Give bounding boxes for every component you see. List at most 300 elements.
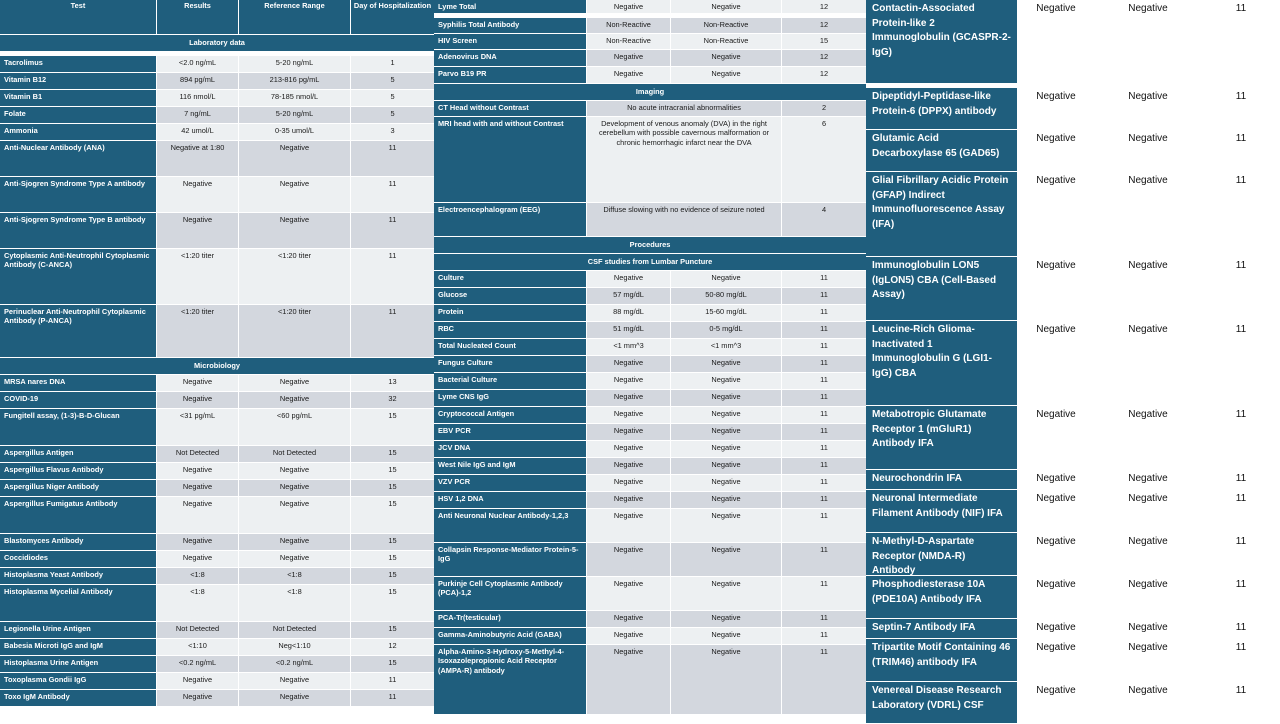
table-row <box>434 441 866 458</box>
test-name: Histoplasma Yeast Antibody <box>0 568 157 584</box>
day-value: 15 <box>351 409 434 445</box>
day-value: 15 <box>351 534 434 550</box>
table-row <box>434 271 866 288</box>
reference-range: 0-35 umol/L <box>239 124 351 140</box>
table-row <box>866 321 1280 406</box>
result-value: <1:10 <box>157 639 239 655</box>
header-day-of-hospitalization: Day of Hospitalization <box>351 0 434 34</box>
test-name: JCV DNA <box>434 441 587 457</box>
section-header: Microbiology <box>0 358 434 375</box>
reference-range: 15-60 mg/dL <box>671 305 782 321</box>
day-value: 11 <box>782 492 866 508</box>
table-row <box>434 645 866 715</box>
table-row <box>434 373 866 390</box>
result-value: 88 mg/dL <box>587 305 671 321</box>
reference-range: Negative <box>239 213 351 248</box>
day-value: 11 <box>1202 130 1280 171</box>
test-name: Anti Neuronal Nuclear Antibody-1,2,3 <box>434 509 587 542</box>
table-row <box>0 73 434 90</box>
table-row <box>434 509 866 543</box>
table-row <box>0 446 434 463</box>
reference-range: <1:8 <box>239 568 351 584</box>
result-value: Negative <box>1018 406 1095 469</box>
table-row <box>0 177 434 213</box>
test-name: EBV PCR <box>434 424 587 440</box>
result-value: 51 mg/dL <box>587 322 671 338</box>
table-row <box>434 475 866 492</box>
test-name: Bacterial Culture <box>434 373 587 389</box>
result-value: Not Detected <box>157 446 239 462</box>
day-value: 15 <box>351 568 434 584</box>
day-value: 11 <box>782 577 866 610</box>
day-value: 12 <box>782 67 866 83</box>
result-value: Negative <box>157 534 239 550</box>
day-value: 11 <box>1202 257 1280 320</box>
table-row <box>866 88 1280 130</box>
day-value: 11 <box>351 249 434 304</box>
reference-range: Negative <box>1095 88 1202 129</box>
test-name: RBC <box>434 322 587 338</box>
table-row <box>866 172 1280 257</box>
reference-range: <1:20 titer <box>239 249 351 304</box>
table-row <box>434 492 866 509</box>
section-header: Procedures <box>434 237 866 254</box>
reference-range: 5-20 ng/mL <box>239 56 351 72</box>
table-row <box>434 67 866 84</box>
section-header: Imaging <box>434 84 866 101</box>
reference-range: Negative <box>671 611 782 627</box>
day-value: 11 <box>782 509 866 542</box>
lab-table-column-1 <box>0 0 434 707</box>
table-row <box>434 356 866 373</box>
table-row <box>0 213 434 249</box>
reference-range: Negative <box>239 392 351 408</box>
table-row <box>866 639 1280 682</box>
result-value: Negative <box>587 492 671 508</box>
table-row <box>434 0 866 14</box>
reference-range: <1:20 titer <box>239 305 351 357</box>
day-value: 11 <box>782 339 866 355</box>
test-name: Venereal Disease Research Laboratory (VDRL) CSF <box>866 682 1018 723</box>
reference-range: Negative <box>239 673 351 689</box>
test-name: Protein <box>434 305 587 321</box>
result-value: Negative <box>587 458 671 474</box>
reference-range: Not Detected <box>239 622 351 638</box>
reference-range: Negative <box>671 407 782 423</box>
result-value: Negative <box>587 271 671 287</box>
test-name: Alpha-Amino-3-Hydroxy-5-Methyl-4-Isoxazolepropionic Acid Receptor (AMPA-R) antibody <box>434 645 587 714</box>
day-value: 15 <box>351 480 434 496</box>
day-value: 11 <box>782 628 866 644</box>
day-value: 11 <box>1202 172 1280 256</box>
table-row <box>0 551 434 568</box>
reference-range: Negative <box>671 543 782 576</box>
reference-range: Negative <box>1095 257 1202 320</box>
reference-range: 0-5 mg/dL <box>671 322 782 338</box>
test-name: Immunoglobulin LON5 (IgLON5) CBA (Cell-Based Assay) <box>866 257 1018 320</box>
result-value: <1:20 titer <box>157 305 239 357</box>
result-value: Development of venous anomaly (DVA) in the right cerebellum with possible cavernous malformation or chronic hemorrhagic infarct near the DVA <box>587 117 782 202</box>
table-row <box>866 619 1280 639</box>
day-value: 11 <box>782 373 866 389</box>
test-name: MRI head with and without Contrast <box>434 117 587 202</box>
reference-range: Negative <box>671 0 782 13</box>
table-row <box>866 490 1280 533</box>
result-value: Negative <box>1018 130 1095 171</box>
test-name: Electroencephalogram (EEG) <box>434 203 587 236</box>
day-value: 11 <box>782 611 866 627</box>
table-row <box>434 390 866 407</box>
reference-range: Negative <box>239 534 351 550</box>
test-name: Lyme CNS IgG <box>434 390 587 406</box>
result-value: Negative <box>157 213 239 248</box>
test-name: Cytoplasmic Anti-Neutrophil Cytoplasmic Antibody (C-ANCA) <box>0 249 157 304</box>
result-value: Negative <box>587 475 671 491</box>
test-name: Aspergillus Niger Antibody <box>0 480 157 496</box>
test-name: Dipeptidyl-Peptidase-like Protein-6 (DPPX) antibody <box>866 88 1018 129</box>
result-value: Non-Reactive <box>587 34 671 49</box>
reference-range: <1:8 <box>239 585 351 621</box>
reference-range: Negative <box>1095 682 1202 723</box>
test-name: Aspergillus Flavus Antibody <box>0 463 157 479</box>
day-value: 11 <box>1202 533 1280 575</box>
section-header: Laboratory data <box>0 35 434 52</box>
reference-range: Neg<1:10 <box>239 639 351 655</box>
reference-range: Negative <box>671 492 782 508</box>
table-row <box>434 543 866 577</box>
reference-range: Negative <box>1095 470 1202 489</box>
reference-range: Non-Reactive <box>671 34 782 49</box>
test-name: Anti-Sjogren Syndrome Type A antibody <box>0 177 157 212</box>
test-name: Neuronal Intermediate Filament Antibody (NIF) IFA <box>866 490 1018 532</box>
day-value: 15 <box>351 446 434 462</box>
result-value: <0.2 ng/mL <box>157 656 239 672</box>
reference-range: Negative <box>671 50 782 66</box>
day-value: 11 <box>1202 682 1280 723</box>
test-name: West Nile IgG and IgM <box>434 458 587 474</box>
test-name: Perinuclear Anti-Neutrophil Cytoplasmic Antibody (P-ANCA) <box>0 305 157 357</box>
test-name: Glutamic Acid Decarboxylase 65 (GAD65) <box>866 130 1018 171</box>
header-test: Test <box>0 0 157 34</box>
result-value: Non-Reactive <box>587 18 671 33</box>
reference-range: Negative <box>1095 533 1202 575</box>
day-value: 11 <box>1202 490 1280 532</box>
result-value: Negative <box>587 424 671 440</box>
table-row <box>0 107 434 124</box>
test-name: Purkinje Cell Cytoplasmic Antibody (PCA)-1,2 <box>434 577 587 610</box>
test-name: Syphilis Total Antibody <box>434 18 587 33</box>
result-value: Negative <box>157 177 239 212</box>
table-row <box>434 305 866 322</box>
result-value: 57 mg/dL <box>587 288 671 304</box>
table-row <box>866 0 1280 84</box>
test-name: Collapsin Response-Mediator Protein-5-IgG <box>434 543 587 576</box>
result-value: Negative at 1:80 <box>157 141 239 176</box>
day-value: 11 <box>1202 88 1280 129</box>
test-name: HSV 1,2 DNA <box>434 492 587 508</box>
test-name: VZV PCR <box>434 475 587 491</box>
day-value: 15 <box>351 551 434 567</box>
test-name: Adenovirus DNA <box>434 50 587 66</box>
reference-range: <1 mm^3 <box>671 339 782 355</box>
table-row <box>866 130 1280 172</box>
table-row <box>0 673 434 690</box>
result-value: Not Detected <box>157 622 239 638</box>
table-row <box>0 585 434 622</box>
test-name: Glial Fibrillary Acidic Protein (GFAP) Indirect Immunofluorescence Assay (IFA) <box>866 172 1018 256</box>
result-value: 7 ng/mL <box>157 107 239 123</box>
test-name: Ammonia <box>0 124 157 140</box>
day-value: 11 <box>1202 321 1280 405</box>
test-name: Aspergillus Antigen <box>0 446 157 462</box>
result-value: Negative <box>587 356 671 372</box>
reference-range: Negative <box>671 390 782 406</box>
day-value: 2 <box>782 101 866 116</box>
result-value: Negative <box>587 67 671 83</box>
reference-range: Negative <box>671 373 782 389</box>
reference-range: 5-20 ng/mL <box>239 107 351 123</box>
test-name: Coccidiodes <box>0 551 157 567</box>
reference-range: Negative <box>671 424 782 440</box>
result-value: Negative <box>1018 172 1095 256</box>
reference-range: Negative <box>671 458 782 474</box>
table-row <box>866 533 1280 576</box>
result-value: Negative <box>157 551 239 567</box>
day-value: 12 <box>351 639 434 655</box>
day-value: 15 <box>351 463 434 479</box>
table-row <box>0 375 434 392</box>
test-name: HIV Screen <box>434 34 587 49</box>
reference-range: 78-185 nmol/L <box>239 90 351 106</box>
day-value: 11 <box>782 356 866 372</box>
table-row <box>434 611 866 628</box>
day-value: 11 <box>1202 619 1280 638</box>
result-value: Negative <box>157 480 239 496</box>
result-value: No acute intracranial abnormalities <box>587 101 782 116</box>
header-results: Results <box>157 0 239 34</box>
table-row <box>866 470 1280 490</box>
day-value: 11 <box>1202 406 1280 469</box>
table-row <box>434 34 866 50</box>
table-row <box>0 639 434 656</box>
result-value: Negative <box>587 50 671 66</box>
test-name: Total Nucleated Count <box>434 339 587 355</box>
test-name: CT Head without Contrast <box>434 101 587 116</box>
day-value: 15 <box>351 656 434 672</box>
result-value: Negative <box>157 673 239 689</box>
result-value: Negative <box>587 645 671 714</box>
day-value: 12 <box>782 0 866 13</box>
test-name: Anti-Nuclear Antibody (ANA) <box>0 141 157 176</box>
day-value: 11 <box>351 141 434 176</box>
test-name: Toxo IgM Antibody <box>0 690 157 706</box>
test-name: Lyme Total <box>434 0 587 13</box>
result-value: Diffuse slowing with no evidence of seizure noted <box>587 203 782 236</box>
test-name: Metabotropic Glutamate Receptor 1 (mGluR1) Antibody IFA <box>866 406 1018 469</box>
test-name: Babesia Microti IgG and IgM <box>0 639 157 655</box>
day-value: 11 <box>351 305 434 357</box>
table-row <box>434 407 866 424</box>
reference-range: Negative <box>671 441 782 457</box>
day-value: 11 <box>782 305 866 321</box>
result-value: Negative <box>1018 576 1095 618</box>
test-name: Vitamin B1 <box>0 90 157 106</box>
day-value: 11 <box>782 407 866 423</box>
reference-range: Negative <box>239 497 351 533</box>
table-row <box>434 117 866 203</box>
reference-range: <0.2 ng/mL <box>239 656 351 672</box>
day-value: 11 <box>351 690 434 706</box>
test-name: PCA-Tr(testicular) <box>434 611 587 627</box>
result-value: Negative <box>587 611 671 627</box>
test-name: COVID-19 <box>0 392 157 408</box>
table-row <box>866 576 1280 619</box>
reference-range: Negative <box>1095 0 1202 83</box>
table-row <box>434 424 866 441</box>
reference-range: Negative <box>239 141 351 176</box>
result-value: <1:8 <box>157 585 239 621</box>
result-value: Negative <box>587 373 671 389</box>
table-row <box>0 141 434 177</box>
reference-range: Negative <box>1095 639 1202 681</box>
reference-range: Negative <box>1095 321 1202 405</box>
result-value: 42 umol/L <box>157 124 239 140</box>
reference-range: Negative <box>671 628 782 644</box>
table-row <box>0 249 434 305</box>
test-name: Vitamin B12 <box>0 73 157 89</box>
table-row <box>434 50 866 67</box>
day-value: 4 <box>782 203 866 236</box>
reference-range: Not Detected <box>239 446 351 462</box>
table-header-row <box>0 0 434 35</box>
table-row <box>434 458 866 475</box>
result-value: <1 mm^3 <box>587 339 671 355</box>
test-name: Leucine-Rich Glioma-Inactivated 1 Immunoglobulin G (LGI1-IgG) CBA <box>866 321 1018 405</box>
result-value: 894 pg/mL <box>157 73 239 89</box>
result-value: Negative <box>157 392 239 408</box>
reference-range: Negative <box>1095 172 1202 256</box>
test-name: Phosphodiesterase 10A (PDE10A) Antibody IFA <box>866 576 1018 618</box>
result-value: <31 pg/mL <box>157 409 239 445</box>
reference-range: Negative <box>239 463 351 479</box>
result-value: <1:20 titer <box>157 249 239 304</box>
test-name: Legionella Urine Antigen <box>0 622 157 638</box>
table-row <box>434 577 866 611</box>
table-row <box>0 690 434 707</box>
result-value: Negative <box>1018 533 1095 575</box>
table-row <box>0 534 434 551</box>
day-value: 11 <box>782 645 866 714</box>
test-name: Aspergillus Fumigatus Antibody <box>0 497 157 533</box>
table-row <box>434 18 866 34</box>
reference-range: Negative <box>1095 130 1202 171</box>
table-row <box>434 101 866 117</box>
day-value: 11 <box>782 458 866 474</box>
day-value: 15 <box>351 622 434 638</box>
test-name: N-Methyl-D-Aspartate Receptor (NMDA-R) Antibody <box>866 533 1018 575</box>
test-name: Toxoplasma Gondii IgG <box>0 673 157 689</box>
day-value: 32 <box>351 392 434 408</box>
result-value: Negative <box>1018 619 1095 638</box>
reference-range: Negative <box>1095 490 1202 532</box>
day-value: 11 <box>351 177 434 212</box>
test-name: Anti-Sjogren Syndrome Type B antibody <box>0 213 157 248</box>
table-row <box>0 656 434 673</box>
reference-range: Negative <box>671 509 782 542</box>
result-value: Negative <box>587 0 671 13</box>
reference-range: Negative <box>1095 406 1202 469</box>
result-value: Negative <box>587 509 671 542</box>
test-name: Gamma-Aminobutyric Acid (GABA) <box>434 628 587 644</box>
test-name: Cryptococcal Antigen <box>434 407 587 423</box>
test-name: Tacrolimus <box>0 56 157 72</box>
test-name: Glucose <box>434 288 587 304</box>
table-row <box>434 322 866 339</box>
test-name: Contactin-Associated Protein-like 2 Immunoglobulin (GCASPR-2-IgG) <box>866 0 1018 83</box>
day-value: 11 <box>1202 470 1280 489</box>
test-name: Septin-7 Antibody IFA <box>866 619 1018 638</box>
result-value: Negative <box>587 543 671 576</box>
day-value: 5 <box>351 107 434 123</box>
day-value: 15 <box>351 585 434 621</box>
reference-range: Negative <box>239 480 351 496</box>
table-row <box>434 628 866 645</box>
result-value: Negative <box>1018 0 1095 83</box>
test-name: Histoplasma Urine Antigen <box>0 656 157 672</box>
day-value: 11 <box>351 673 434 689</box>
test-name: Fungitell assay, (1-3)-B-D-Glucan <box>0 409 157 445</box>
result-value: <2.0 ng/mL <box>157 56 239 72</box>
test-name: MRSA nares DNA <box>0 375 157 391</box>
result-value: Negative <box>587 628 671 644</box>
reference-range: Negative <box>671 577 782 610</box>
table-row <box>0 568 434 585</box>
test-name: Parvo B19 PR <box>434 67 587 83</box>
reference-range: Negative <box>671 356 782 372</box>
result-value: Negative <box>1018 639 1095 681</box>
reference-range: Non-Reactive <box>671 18 782 33</box>
day-value: 11 <box>782 543 866 576</box>
result-value: Negative <box>587 390 671 406</box>
test-name: Neurochondrin IFA <box>866 470 1018 489</box>
day-value: 11 <box>782 475 866 491</box>
test-name: Tripartite Motif Containing 46 (TRIM46) antibody IFA <box>866 639 1018 681</box>
day-value: 15 <box>782 34 866 49</box>
reference-range: Negative <box>239 177 351 212</box>
day-value: 6 <box>782 117 866 202</box>
table-row <box>0 90 434 107</box>
result-value: 116 nmol/L <box>157 90 239 106</box>
table-row <box>866 682 1280 724</box>
test-name: Blastomyces Antibody <box>0 534 157 550</box>
result-value: Negative <box>1018 682 1095 723</box>
day-value: 1 <box>351 56 434 72</box>
table-row <box>0 124 434 141</box>
test-name: Culture <box>434 271 587 287</box>
day-value: 11 <box>1202 639 1280 681</box>
day-value: 12 <box>782 50 866 66</box>
result-value: Negative <box>1018 470 1095 489</box>
test-name: Folate <box>0 107 157 123</box>
result-value: Negative <box>157 690 239 706</box>
day-value: 13 <box>351 375 434 391</box>
day-value: 11 <box>782 288 866 304</box>
day-value: 15 <box>351 497 434 533</box>
table-row <box>0 463 434 480</box>
reference-range: Negative <box>239 690 351 706</box>
day-value: 11 <box>782 322 866 338</box>
result-value: Negative <box>587 441 671 457</box>
